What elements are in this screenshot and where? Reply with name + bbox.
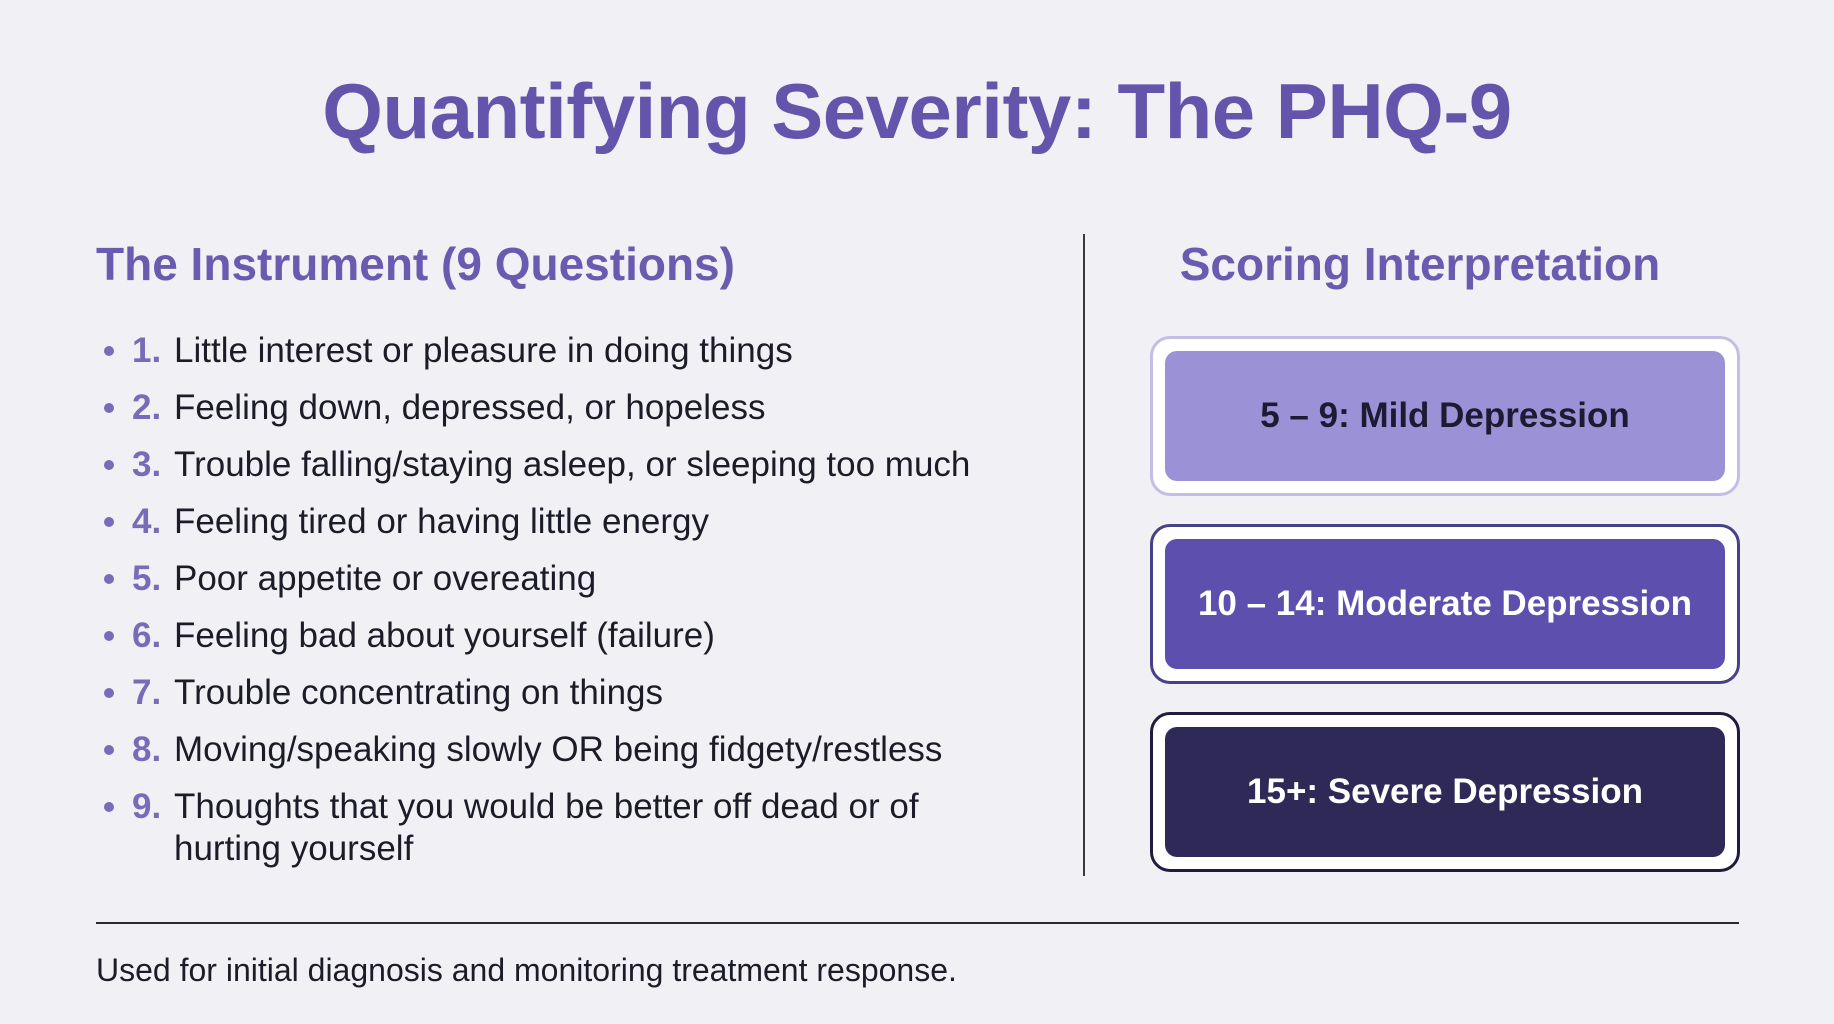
score-card-moderate — [1150, 524, 1740, 684]
question-text: Feeling tired or having little energy — [174, 502, 710, 541]
question-text: Little interest or pleasure in doing things — [174, 331, 793, 370]
question-text: Poor appetite or overeating — [174, 559, 597, 598]
score-card-mild — [1150, 336, 1740, 496]
question-number: 6. — [132, 616, 162, 655]
question-number: 3. — [132, 445, 162, 484]
question-item — [102, 558, 1032, 600]
question-item — [102, 615, 1032, 657]
question-item — [102, 330, 1032, 372]
question-list — [102, 330, 1032, 885]
footer-divider — [96, 922, 1739, 924]
bullet-icon — [104, 631, 114, 641]
score-label-moderate: 10 – 14: Moderate Depression — [1165, 539, 1725, 669]
question-text: Thoughts that you would be better off dead or of hurting yourself — [174, 787, 919, 868]
score-card-severe — [1150, 712, 1740, 872]
bullet-icon — [104, 403, 114, 413]
question-item — [102, 387, 1032, 429]
bullet-icon — [104, 688, 114, 698]
bullet-icon — [104, 346, 114, 356]
question-number: 9. — [132, 787, 162, 826]
bullet-icon — [104, 517, 114, 527]
scoring-heading: Scoring Interpretation — [1179, 238, 1661, 290]
column-divider — [1083, 234, 1085, 876]
question-item — [102, 444, 1032, 486]
instrument-heading: The Instrument (9 Questions) — [96, 238, 735, 290]
question-number: 1. — [132, 331, 162, 370]
question-text: Feeling down, depressed, or hopeless — [174, 388, 766, 427]
question-text: Feeling bad about yourself (failure) — [174, 616, 715, 655]
bullet-icon — [104, 802, 114, 812]
question-number: 7. — [132, 673, 162, 712]
bullet-icon — [104, 745, 114, 755]
score-label-mild: 5 – 9: Mild Depression — [1165, 351, 1725, 481]
question-text: Trouble concentrating on things — [174, 673, 664, 712]
question-item — [102, 729, 1032, 771]
question-text: Trouble falling/staying asleep, or sleeping too much — [174, 445, 971, 484]
question-number: 5. — [132, 559, 162, 598]
page-title: Quantifying Severity: The PHQ-9 — [322, 67, 1512, 155]
question-number: 8. — [132, 730, 162, 769]
question-number: 2. — [132, 388, 162, 427]
question-text: Moving/speaking slowly OR being fidgety/restless — [174, 730, 943, 769]
question-number: 4. — [132, 502, 162, 541]
question-item — [102, 672, 1032, 714]
question-item — [102, 501, 1032, 543]
score-label-severe: 15+: Severe Depression — [1165, 727, 1725, 857]
footer-note: Used for initial diagnosis and monitoring treatment response. — [96, 952, 957, 988]
question-item — [102, 786, 1032, 870]
bullet-icon — [104, 574, 114, 584]
bullet-icon — [104, 460, 114, 470]
